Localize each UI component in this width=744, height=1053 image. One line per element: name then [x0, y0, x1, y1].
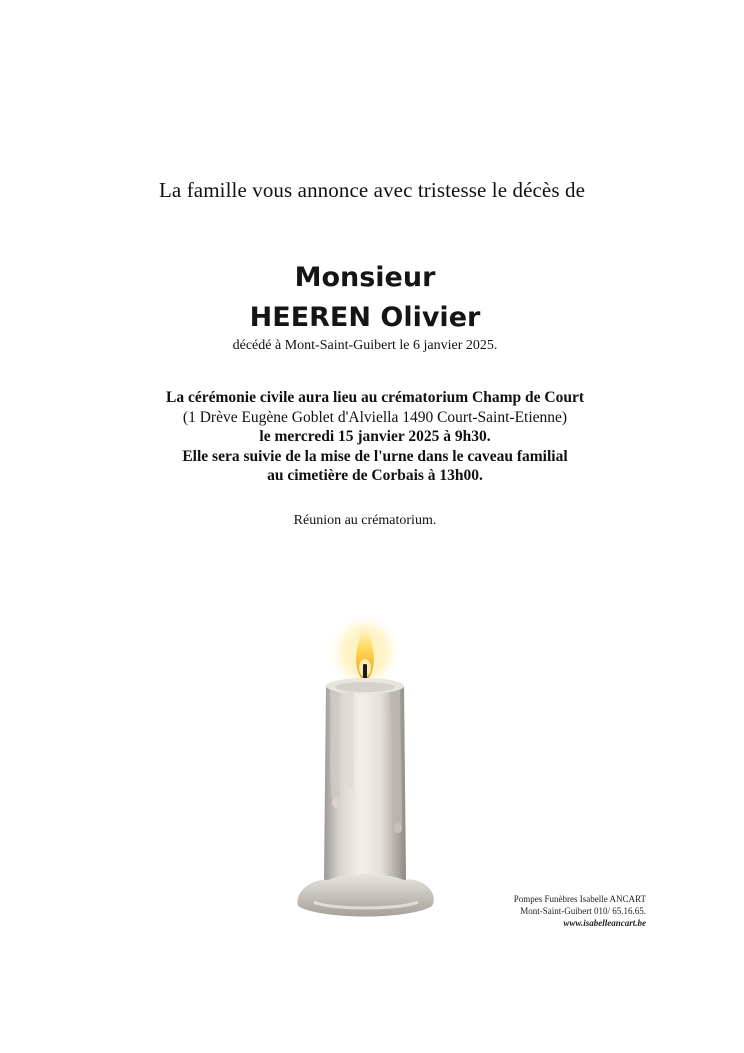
title: Monsieur [294, 262, 436, 293]
company-name: Pompes Funèbres Isabelle ANCART [513, 894, 646, 904]
reunion-note: Réunion au crématorium. [293, 513, 437, 528]
candle-icon [290, 610, 440, 930]
ceremony-line: (1 Drève Eugène Goblet d'Alviella 1490 Court-Saint-Etienne) [182, 408, 568, 426]
company-address-phone: Mont-Saint-Guibert 010/ 65.16.65. [520, 906, 646, 916]
ceremony-details [80, 388, 670, 486]
intro-text: La famille vous annonce avec tristesse le décès de [159, 178, 585, 202]
company-website[interactable]: www.isabelleancart.be [563, 918, 646, 928]
ceremony-line: Elle sera suivie de la mise de l'urne dans le caveau familial [182, 447, 568, 465]
funeral-home-footer [514, 893, 646, 929]
ceremony-line: La cérémonie civile aura lieu au crématorium Champ de Court [166, 389, 584, 406]
deceased-name-block [200, 258, 530, 338]
deceased-date-place: décédé à Mont-Saint-Guibert le 6 janvier 2025. [232, 338, 498, 353]
ceremony-line: le mercredi 15 janvier 2025 à 9h30. [259, 428, 491, 445]
deceased-name: HEEREN Olivier [249, 302, 481, 333]
ceremony-line: au cimetière de Corbais à 13h00. [267, 467, 483, 484]
